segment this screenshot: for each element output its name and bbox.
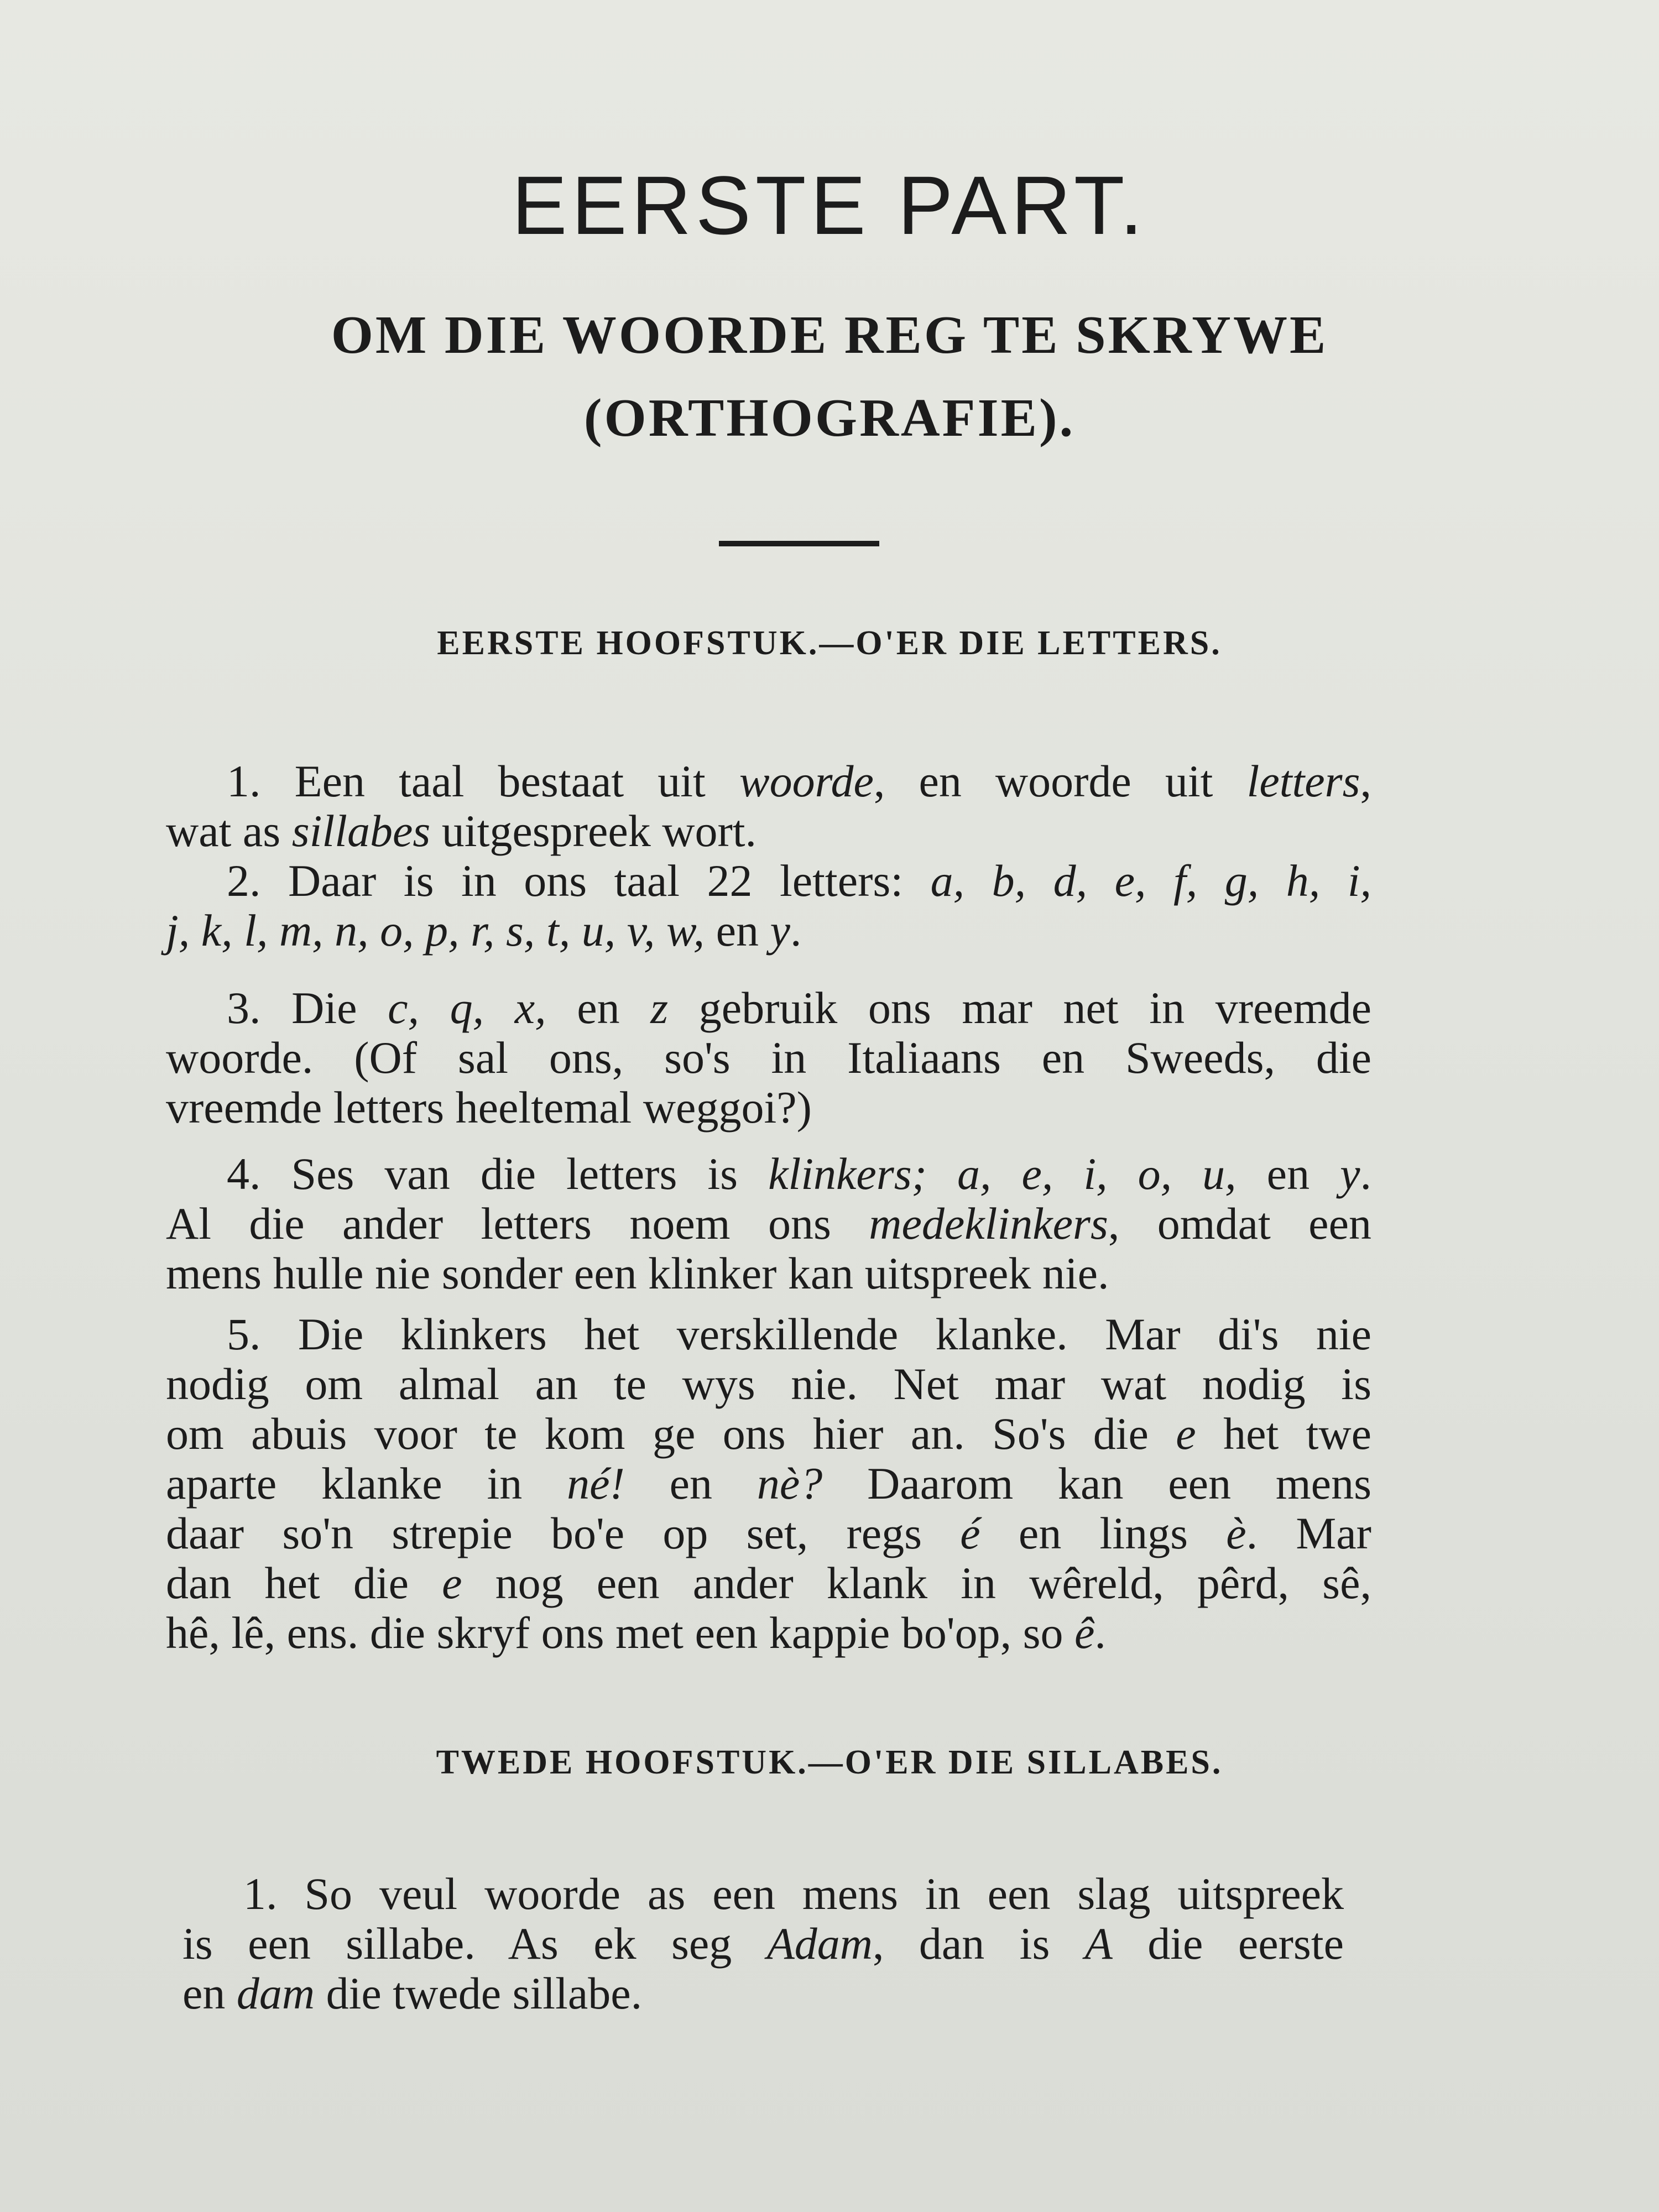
italic-term: c, q, x, (388, 983, 546, 1033)
italic-term: né! (567, 1458, 625, 1509)
text-line: 5. Die klinkers het verskillende klanke. Mar di's nie (227, 1309, 1371, 1359)
text (927, 1149, 957, 1199)
text: . (1094, 1608, 1106, 1658)
italic-term: é (960, 1508, 980, 1558)
italic-term: j, k, l, m, n, o, p, r, s, t, u, v, w, (166, 905, 705, 956)
chapter-1-paragraph-2 (166, 856, 1371, 956)
text-line (166, 1199, 1371, 1249)
text: daar so'n strepie bo'e op set, regs (166, 1508, 961, 1558)
text: . (790, 905, 802, 956)
chapter-1-heading: EERSTE HOOFSTUK.—O'ER DIE LETTERS. (437, 624, 1222, 662)
italic-term: a, b, d, e, f, g, h, i, (930, 855, 1371, 906)
text-line (182, 1919, 1344, 1969)
italic-term: klinkers; (768, 1149, 927, 1199)
italic-term: nè? (757, 1458, 823, 1509)
page-title: EERSTE PART. (512, 159, 1147, 252)
italic-term: medeklinkers (869, 1198, 1108, 1249)
text-line (166, 806, 1371, 856)
text: 3. Die (227, 983, 388, 1033)
text: , dan is (873, 1918, 1085, 1969)
text-line (166, 1509, 1371, 1558)
text-line: woorde. (Of sal ons, so's in Italiaans en Sweeds, die (166, 1032, 1371, 1083)
text: en lings (980, 1508, 1227, 1558)
text-line: nodig om almal an te wys nie. Net mar wat nodig is (166, 1359, 1371, 1409)
text: en (182, 1968, 237, 2018)
text: wat as (166, 806, 292, 856)
text: en (546, 983, 651, 1033)
text: en (624, 1458, 757, 1509)
text: hê, lê, ens. die skryf ons met een kappie bo'op, so (166, 1608, 1075, 1658)
text: 4. Ses van die letters is (227, 1149, 769, 1199)
chapter-1-paragraph-4 (166, 1149, 1371, 1298)
text-line (166, 1558, 1371, 1608)
italic-term: sillabes (291, 806, 431, 856)
italic-term: e (442, 1558, 462, 1608)
text: Al die ander letters noem ons (166, 1198, 869, 1249)
chapter-1-paragraph-1 (166, 757, 1371, 856)
text: het twe (1196, 1408, 1372, 1459)
text-line (166, 983, 1371, 1033)
text: dan het die (166, 1558, 442, 1608)
text: 1. Een taal bestaat uit (227, 756, 739, 806)
text-line: vreemde letters heeltemal weggoi?) (166, 1082, 812, 1133)
text: en (1236, 1149, 1340, 1199)
italic-term: a, e, i, o, u, (957, 1149, 1237, 1199)
text: uitgespreek wort. (430, 806, 757, 856)
text: en (705, 905, 770, 956)
chapter-2-paragraph-1 (182, 1869, 1344, 2018)
italic-term: è (1226, 1508, 1246, 1558)
text: is een sillabe. As ek seg (182, 1918, 767, 1969)
subtitle-line-1: OM DIE WOORDE REG TE SKRYWE (331, 305, 1328, 365)
chapter-1-paragraph-5 (166, 1310, 1371, 1658)
italic-term: y (1340, 1149, 1360, 1199)
text-line (166, 1409, 1371, 1459)
chapter-1-paragraph-3 (166, 983, 1371, 1133)
text: . (1360, 1149, 1371, 1199)
italic-term: y (770, 905, 790, 956)
italic-term: z (650, 983, 669, 1033)
text-line (166, 757, 1371, 806)
italic-term: A (1084, 1918, 1113, 1969)
text: die eerste (1112, 1918, 1344, 1969)
text: , en woorde uit (873, 756, 1247, 806)
text: gebruik ons mar net in vreemde (668, 983, 1371, 1033)
text: . Mar (1246, 1508, 1371, 1558)
title-rule (719, 541, 879, 546)
italic-term: Adam (766, 1918, 873, 1969)
text: Daarom kan een mens (822, 1458, 1371, 1509)
text-line (166, 856, 1371, 906)
text: , omdat een (1108, 1198, 1371, 1249)
subtitle-line-2: (ORTHOGRAFIE). (583, 388, 1076, 448)
text: , (1360, 756, 1371, 806)
italic-term: e (1176, 1408, 1196, 1459)
text-line (166, 1459, 1371, 1509)
italic-term: ê (1074, 1608, 1095, 1658)
text-line (166, 906, 1371, 956)
text: om abuis voor te kom ge ons hier an. So's die (166, 1408, 1176, 1459)
text-line: mens hulle nie sonder een klinker kan uitspreek nie. (166, 1248, 1109, 1298)
italic-term: woorde (739, 756, 874, 806)
text-line (166, 1608, 1371, 1658)
text: 2. Daar is in ons taal 22 letters: (227, 855, 931, 906)
text-line (182, 1969, 1344, 2018)
chapter-2-heading: TWEDE HOOFSTUK.—O'ER DIE SILLABES. (436, 1744, 1223, 1781)
text: aparte klanke in (166, 1458, 567, 1509)
text-line (166, 1149, 1371, 1199)
text: nog een ander klank in wêreld, pêrd, sê, (462, 1558, 1371, 1608)
italic-term: dam (236, 1968, 315, 2018)
text-line: 1. So veul woorde as een mens in een slag uitspreek (243, 1869, 1344, 1919)
text: die twede sillabe. (315, 1968, 643, 2018)
italic-term: letters (1246, 756, 1360, 806)
